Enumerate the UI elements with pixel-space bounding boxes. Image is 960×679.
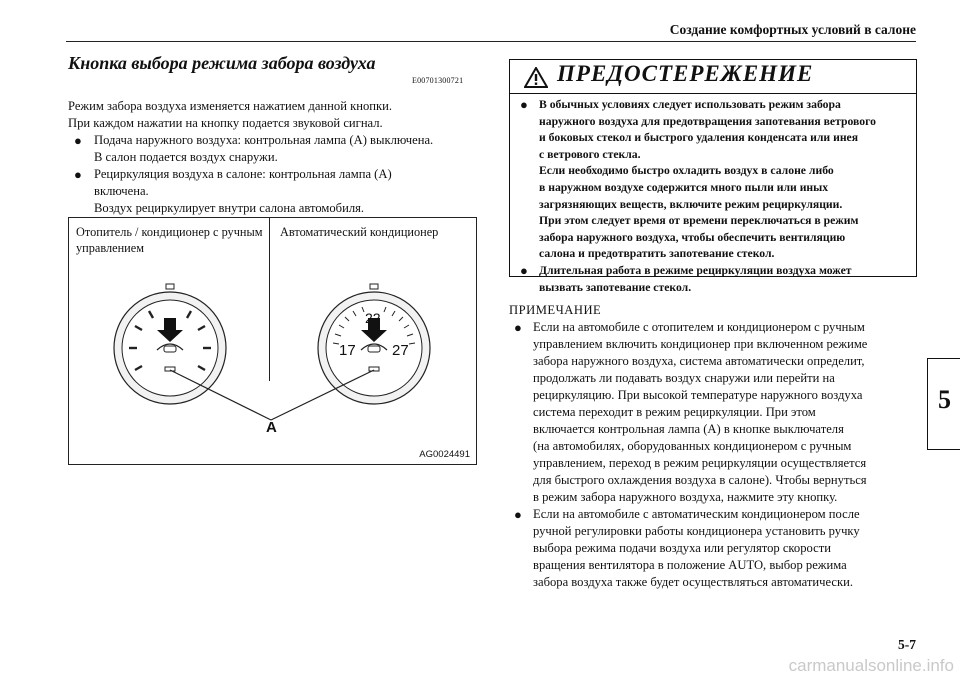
note-line: система переходит в режим рециркуляции. При этом bbox=[533, 405, 816, 419]
warning-line: Длительная работа в режиме рециркуляции воздуха может bbox=[539, 263, 852, 277]
bullet-dot-icon: ● bbox=[74, 133, 82, 148]
warning-title: ПРЕДОСТЕРЕЖЕНИЕ bbox=[557, 61, 814, 86]
chapter-number: 5 bbox=[938, 385, 951, 414]
note-bullet bbox=[509, 506, 921, 591]
intro-bullet bbox=[68, 132, 488, 166]
note-title: ПРИМЕЧАНИЕ bbox=[509, 303, 602, 317]
temp-label-high: 27 bbox=[392, 342, 409, 359]
watermark: carmanualsonline.info bbox=[788, 656, 954, 675]
bullet-dot-icon: ● bbox=[520, 262, 528, 278]
bullet-line: В салон подается воздух снаружи. bbox=[94, 150, 278, 164]
section-title: Кнопка выбора режима забора воздуха bbox=[68, 53, 376, 73]
knob-drawing bbox=[69, 218, 476, 464]
warning-line: При этом следует время от времени переключаться в режим bbox=[539, 214, 859, 228]
manual-knob bbox=[114, 284, 226, 404]
bullet-line: Воздух рециркулирует внутри салона автомобиля. bbox=[94, 201, 365, 215]
auto-knob bbox=[318, 284, 430, 404]
warning-line: загрязняющих веществ, включите режим рециркуляции. bbox=[539, 197, 843, 211]
note-line: ручной регулировки работы кондиционера установить ручку bbox=[533, 524, 860, 538]
note-line: в режим забора наружного воздуха, нажмите эту кнопку. bbox=[533, 490, 838, 504]
warning-line: вызвать запотевание стекол. bbox=[539, 280, 692, 294]
warning-triangle-icon bbox=[524, 67, 548, 88]
note-line: забора наружного воздуха, система автоматически определит, bbox=[533, 354, 865, 368]
note-line: вращения вентилятора в положение AUTO, выбор режима bbox=[533, 558, 847, 572]
warning-line: В обычных условиях следует использовать режим забора bbox=[539, 98, 841, 111]
warning-line: Если необходимо быстро охладить воздух в салоне либо bbox=[539, 164, 834, 178]
note-line: выбора режима подачи воздуха или регулятор скорости bbox=[533, 541, 831, 555]
warning-bullet bbox=[516, 263, 906, 296]
note-line: для быстрого охлаждения воздуха в салоне). Чтобы вернуться bbox=[533, 473, 867, 487]
note-line: управлением, переход в режим рециркуляции осуществляется bbox=[533, 456, 867, 470]
warning-line: с ветрового стекла. bbox=[539, 147, 641, 161]
warning-box bbox=[509, 59, 917, 294]
warning-header bbox=[510, 60, 916, 94]
bullet-line: Рециркуляция воздуха в салоне: контрольная лампа (A) bbox=[94, 167, 392, 181]
bullet-dot-icon: ● bbox=[74, 167, 82, 182]
section-code: E00701300721 bbox=[412, 76, 464, 85]
note-line: забора воздуха также будет осуществляться автоматически. bbox=[533, 575, 854, 589]
intro-bullet bbox=[68, 166, 488, 217]
bullet-line: включена. bbox=[94, 184, 149, 198]
bullet-dot-icon: ● bbox=[514, 320, 522, 335]
intro-line: Режим забора воздуха изменяется нажатием данной кнопки. bbox=[68, 99, 392, 113]
warning-line: и боковых стекол и быстрого удаления конденсата или инея bbox=[539, 131, 859, 145]
note-section bbox=[509, 302, 921, 591]
indicator-lamp-marker: A bbox=[266, 419, 277, 436]
note-line: Если на автомобиле с отопителем и кондиционером с ручным bbox=[533, 320, 865, 334]
page-number: 5-7 bbox=[898, 637, 916, 652]
temp-label-mid: 22 bbox=[365, 310, 381, 326]
warning-line: в наружном воздухе содержится много пыли или иных bbox=[539, 180, 829, 194]
chapter-tab bbox=[927, 358, 960, 450]
note-line: рециркуляцию. При высокой температуре наружного воздуха bbox=[533, 388, 863, 402]
bullet-line: Подача наружного воздуха: контрольная лампа (A) выключена. bbox=[94, 133, 434, 147]
knob-illustration bbox=[68, 217, 477, 465]
warning-body bbox=[516, 97, 906, 296]
note-bullet bbox=[509, 319, 921, 506]
note-line: продолжать ли подавать воздух снаружи или перейти на bbox=[533, 371, 835, 385]
bullet-dot-icon: ● bbox=[520, 97, 528, 112]
warning-line: наружного воздуха для предотвращения запотевания ветрового bbox=[539, 114, 876, 128]
note-line: (на автомобилях, оборудованных кондиционером с ручным bbox=[533, 439, 852, 453]
note-line: включается контрольная лампа (A) в кнопке выключателя bbox=[533, 422, 844, 436]
intro-line: При каждом нажатии на кнопку подается звуковой сигнал. bbox=[68, 116, 383, 130]
note-line: Если на автомобиле с автоматическим кондиционером после bbox=[533, 507, 860, 521]
intro-text bbox=[68, 98, 488, 217]
warning-line: салона и предотвратить запотевание стекол. bbox=[539, 247, 775, 261]
note-line: управлением включить кондиционер при включенном режиме bbox=[533, 337, 868, 351]
temp-label-low: 17 bbox=[339, 342, 356, 359]
warning-bullet bbox=[516, 97, 906, 263]
figure-label-manual: Отопитель / кондиционер с ручным управлением bbox=[76, 225, 263, 255]
running-header: Создание комфортных условий в салоне bbox=[669, 22, 916, 37]
bullet-dot-icon: ● bbox=[514, 507, 522, 522]
warning-line: забора наружного воздуха, чтобы обеспечить вентиляцию bbox=[539, 230, 846, 244]
figure-code: AG0024491 bbox=[419, 449, 470, 460]
header-rule bbox=[66, 41, 916, 42]
figure-label-auto: Автоматический кондиционер bbox=[280, 225, 439, 239]
